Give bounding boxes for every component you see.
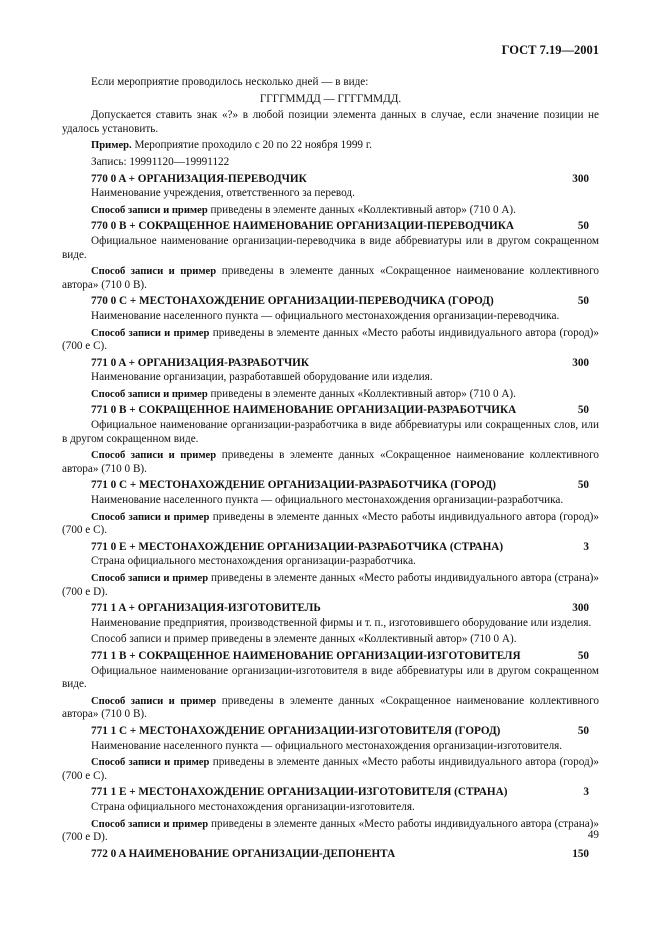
page-number: 49	[587, 829, 599, 841]
paragraph	[62, 555, 599, 569]
paragraph-text: приведены в элементе данных «Место работы индивидуального автора (город)» (700 e C).	[62, 510, 599, 537]
paragraph-text: Наименование предприятия, производственной фирмы и т. п., изготовившего оборудование или изделия.	[91, 616, 592, 629]
bold-lead: Способ записи и пример	[91, 511, 210, 523]
bold-lead: Способ записи и пример	[91, 327, 210, 339]
bold-lead: Способ записи и пример	[91, 757, 210, 769]
paragraph-text: ГГГГММДД — ГГГГММДД.	[259, 92, 402, 105]
data-element-heading	[62, 479, 599, 493]
data-element-length: 150	[572, 847, 589, 860]
paragraph	[62, 265, 599, 292]
page-header: ГОСТ 7.19—2001	[501, 43, 599, 57]
paragraph	[62, 633, 599, 647]
paragraph-text: приведены в элементе данных «Место работы индивидуального автора (страна)» (700 e D).	[62, 817, 600, 844]
paragraph	[62, 695, 599, 722]
data-element-title: 771 0 C + МЕСТОНАХОЖДЕНИЕ ОРГАНИЗАЦИИ-РАЗРАБОТЧИКА (ГОРОД)	[91, 479, 497, 492]
paragraph-text: Наименование населенного пункта — официального местонахождения организации-переводчика.	[91, 309, 560, 322]
paragraph	[62, 156, 599, 170]
data-element-length: 50	[577, 404, 589, 417]
data-element-length: 300	[572, 172, 589, 185]
data-element-heading	[62, 848, 599, 862]
paragraph	[62, 511, 599, 538]
paragraph-text: Наименование организации, разработавшей оборудование или изделия.	[91, 371, 433, 384]
data-element-length: 300	[572, 602, 589, 615]
paragraph	[62, 665, 599, 692]
paragraph-text: Запись: 19991120—19991122	[91, 155, 230, 168]
paragraph	[62, 818, 599, 845]
data-element-heading	[62, 650, 599, 664]
paragraph-text: приведены в элементе данных «Место работы индивидуального автора (город)» (700 e C).	[62, 756, 599, 782]
paragraph-text: приведены в элементе данных «Сокращенное наименование коллективного автора» (710 0 B).	[62, 449, 600, 475]
paragraph	[62, 187, 599, 201]
paragraph	[62, 109, 599, 136]
data-element-heading	[62, 295, 599, 309]
data-element-length: 3	[583, 786, 589, 799]
paragraph-text: Страна официального местонахождения организации-разработчика.	[91, 555, 416, 568]
data-element-heading	[62, 602, 599, 616]
paragraph	[62, 76, 599, 90]
data-element-title: 770 0 B + СОКРАЩЕННОЕ НАИМЕНОВАНИЕ ОРГАНИЗАЦИИ-ПЕРЕВОДЧИКА	[91, 220, 514, 233]
data-element-title: 771 1 A + ОРГАНИЗАЦИЯ-ИЗГОТОВИТЕЛЬ	[91, 602, 321, 615]
paragraph-text: приведены в элементе данных «Сокращенное наименование коллективного автора» (710 0 B).	[62, 265, 600, 291]
bold-lead: Способ записи и пример	[91, 695, 217, 707]
paragraph	[62, 310, 599, 324]
data-element-length: 50	[577, 649, 589, 662]
data-element-title: 771 1 B + СОКРАЩЕННОЕ НАИМЕНОВАНИЕ ОРГАНИЗАЦИИ-ИЗГОТОВИТЕЛЯ	[91, 649, 521, 662]
paragraph-text: приведены в элементе данных «Коллективный автор» (710 0 A).	[207, 387, 516, 400]
paragraph	[62, 449, 599, 476]
paragraph	[62, 371, 599, 385]
paragraph-text: Официальное наименование организации-переводчика в виде аббревиатуры или в другом сокращенном виде.	[62, 234, 599, 261]
bold-lead: Способ записи и пример	[91, 388, 208, 400]
data-element-heading	[62, 220, 599, 234]
bold-lead: Пример.	[91, 140, 132, 152]
data-element-title: 770 0 A + ОРГАНИЗАЦИЯ-ПЕРЕВОДЧИК	[91, 172, 307, 185]
paragraph	[62, 235, 599, 262]
paragraph	[62, 204, 599, 218]
paragraph-text: Официальное наименование организации-разработчика в виде аббревиатуры или сокращенных слов, или в другом сокращенном виде.	[62, 419, 599, 445]
bold-lead: Способ записи и пример	[91, 450, 217, 462]
paragraph-text: Официальное наименование организации-изготовителя в виде аббревиатуры или в другом сокращенном виде.	[62, 664, 599, 691]
paragraph-text: приведены в элементе данных «Место работы индивидуального автора (страна)» (700 e D).	[62, 572, 600, 598]
data-element-length: 50	[577, 479, 589, 492]
data-element-heading	[62, 725, 599, 739]
document-body	[62, 76, 599, 862]
data-element-heading	[62, 541, 599, 555]
data-element-length: 3	[583, 540, 589, 553]
data-element-length: 50	[577, 724, 589, 737]
data-element-title: 770 0 C + МЕСТОНАХОЖДЕНИЕ ОРГАНИЗАЦИИ-ПЕРЕВОДЧИКА (ГОРОД)	[91, 295, 494, 308]
paragraph	[62, 756, 599, 783]
paragraph-text: Способ записи и пример приведены в элементе данных «Коллективный автор» (710 0 A).	[91, 633, 517, 646]
bold-lead: Способ записи и пример	[91, 573, 209, 584]
data-element-length: 50	[577, 295, 589, 308]
paragraph-text: приведены в элементе данных «Коллективный автор» (710 0 A).	[207, 203, 516, 216]
data-element-heading	[62, 357, 599, 371]
paragraph	[62, 327, 599, 354]
data-element-title: 772 0 A НАИМЕНОВАНИЕ ОРГАНИЗАЦИИ-ДЕПОНЕНТА	[91, 847, 396, 860]
paragraph	[62, 139, 599, 153]
paragraph-text: Мероприятие проходило с 20 по 22 ноября 1999 г.	[131, 139, 372, 152]
data-element-heading	[62, 404, 599, 418]
data-element-heading	[62, 173, 599, 187]
paragraph	[62, 388, 599, 402]
paragraph	[62, 419, 599, 446]
paragraph-text: Наименование населенного пункта — официального местонахождения организации-разработчика.	[91, 494, 564, 507]
paragraph	[62, 740, 599, 754]
paragraph-text: Страна официального местонахождения организации-изготовителя.	[91, 800, 415, 813]
paragraph-text: Допускается ставить знак «?» в любой позиции элемента данных в случае, если значение позиции не удалось установить.	[62, 109, 599, 135]
bold-lead: Способ записи и пример	[91, 204, 208, 216]
data-element-heading	[62, 786, 599, 800]
format-example	[62, 93, 599, 107]
paragraph-text: Наименование учреждения, ответственного за перевод.	[91, 187, 355, 200]
data-element-length: 300	[572, 356, 589, 369]
data-element-title: 771 1 E + МЕСТОНАХОЖДЕНИЕ ОРГАНИЗАЦИИ-ИЗГОТОВИТЕЛЯ (СТРАНА)	[91, 786, 508, 799]
data-element-title: 771 0 B + СОКРАЩЕННОЕ НАИМЕНОВАНИЕ ОРГАНИЗАЦИИ-РАЗРАБОТЧИКА	[91, 404, 517, 417]
paragraph-text: Наименование населенного пункта — официального местонахождения организации-изготовителя.	[91, 739, 563, 752]
paragraph-text: Если мероприятие проводилось несколько дней — в виде:	[91, 76, 369, 88]
paragraph	[62, 572, 599, 599]
paragraph-text: приведены в элементе данных «Сокращенное наименование коллективного автора» (710 0 B).	[62, 694, 600, 721]
paragraph	[62, 494, 599, 508]
data-element-title: 771 1 C + МЕСТОНАХОЖДЕНИЕ ОРГАНИЗАЦИИ-ИЗГОТОВИТЕЛЯ (ГОРОД)	[91, 724, 501, 737]
bold-lead: Способ записи и пример	[91, 818, 209, 830]
data-element-title: 771 0 A + ОРГАНИЗАЦИЯ-РАЗРАБОТЧИК	[91, 356, 309, 369]
data-element-length: 50	[577, 220, 589, 233]
paragraph-text: приведены в элементе данных «Место работы индивидуального автора (город)» (700 e C).	[62, 326, 599, 353]
paragraph	[62, 617, 599, 631]
paragraph	[62, 801, 599, 815]
bold-lead: Способ записи и пример	[91, 266, 217, 278]
data-element-title: 771 0 E + МЕСТОНАХОЖДЕНИЕ ОРГАНИЗАЦИИ-РАЗРАБОТЧИКА (СТРАНА)	[91, 540, 504, 553]
